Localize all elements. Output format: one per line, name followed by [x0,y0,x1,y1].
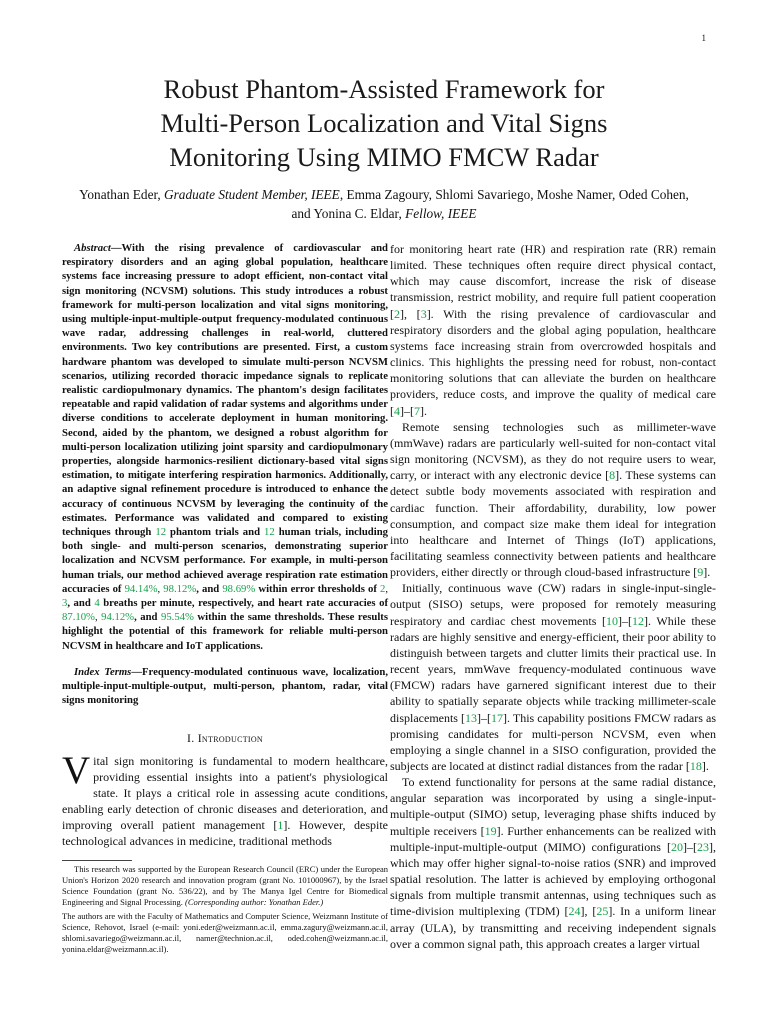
abstract-number: 3 [62,597,68,610]
paragraph-text: ]. These systems can detect subtle body movements associated with respiration and cardiac function. Their affordability, durability, low power consumption, and compact size make them ideal for integration into healthcare and Internet of Things (IoT) applications, facilitating seamless connectivity between patients and healthcare providers, either directly or through cloud-based infrastructure [ [390,468,716,580]
authors-line-2 [40,204,728,223]
section-heading [62,731,388,746]
citation-link[interactable]: 18 [689,759,702,773]
paragraph-text: ], [ [400,306,421,321]
paragraph [390,774,716,952]
paragraph-text: ]–[ [477,710,492,725]
paragraph-text: To extend functionality for persons at the same radial distance, angular separation was incorporated by using a single-input-multiple-output (SIMO) setup, leveraging phase shifts induced by multiple receivers [ [390,775,716,838]
paragraph-text: ]. In a uniform linear array (ULA), by transmitting and receiving independent signals over a common signal path, this approach creates a larger virtual [390,904,716,951]
paper-title [40,72,728,174]
abstract-number: 94.12% [101,611,135,624]
abstract-number: 98.69% [222,582,256,595]
citation-link[interactable]: 9 [697,565,704,580]
footnote-rule [62,860,132,861]
title-line-1: Robust Phantom-Assisted Framework for [163,74,605,104]
paragraph [390,580,716,774]
paragraph-text: ]. [703,565,711,580]
abstract-text: phantom trials and [166,526,265,539]
abstract-text: , and [134,611,161,624]
abstract-text: , and [196,582,223,595]
abstract-text: , [385,582,388,595]
citation-link[interactable]: 2 [394,306,400,321]
abstract-text: , [94,611,102,624]
index-terms-text: —Frequency-modulated continuous wave, localization, multiple-input-multiple-output, multi-person, phantom, radar, vital signs monitoring [62,665,388,707]
paragraph-text: Remote sensing technologies such as millimeter-wave (mmWave) radars are particularly well-suited for non-contact vital sign monitoring (NCVSM), as they do not require users to wear, carry, or interact with any electronic device [ [390,419,716,483]
authors-line-1 [40,185,728,204]
index-terms [62,665,388,708]
abstract-number: 12 [264,526,275,539]
paragraph-text: ]. [420,403,427,418]
citation-link[interactable]: 1 [277,817,284,832]
abstract-text: —With the rising prevalence of cardiovascular and respiratory disorders and an aging global population, healthcare systems face increasing pressure to adopt efficient, non-contact vital sign monitoring (NCVSM) solutions. This study introduces a robust framework for multi-person localization and vital signs monitoring, using multiple-input-multiple-output frequency-modulated continuous wave radar, addressing challenges in real-world, cluttered environments. Two key contributions are presented. First, a custom hardware phantom was developed to simulate multi-person NCVSM scenarios, utilizing recorded thoracic impedance signals to replicate realistic cardiopulmonary dynamics. The phantom's design facilitates repeatable and rapid validation of radar systems and algorithms under diverse conditions to accelerate deployment in human monitoring. Second, aided by the phantom, we designed a robust algorithm for multi-person localization utilizing joint sparsity and cardiopulmonary properties, alongside harmonics-resilient dictionary-based vital signs estimation, to mitigate interfering respiration harmonics. Additionally, an adaptive signal refinement procedure is introduced to enhance the accuracy of continuous NCVSM by leveraging the continuity of the estimates. Performance was validated and compared to existing techniques through [62,242,388,539]
citation-link[interactable]: 4 [394,403,400,418]
intro-text: ]. However, despite technological advances in medicine, traditional methods [62,817,388,848]
citation-link[interactable]: 20 [671,839,683,854]
section-name: Introduction [197,730,264,745]
abstract-number: 12 [155,526,167,539]
footnote-corresponding: (Corresponding author: Yonathan Eder.) [185,897,324,908]
abstract-number: 2 [379,582,386,595]
section-numeral: I. [186,730,198,745]
abstract-text: , and [67,597,95,610]
citation-link[interactable]: 7 [414,403,420,418]
intro-paragraph [62,748,388,850]
paragraph-text: ], [ [580,904,597,919]
title-line-3: Monitoring Using MIMO FMCW Radar [169,142,599,172]
paragraph [390,241,716,419]
authors-line-1-rest: , Emma Zagoury, Shlomi Savariego, Moshe Namer, Oded Cohen, [339,187,689,202]
abstract-number: 95.54% [160,611,194,624]
footnote-funding-text: This research was supported by the European Research Council (ERC) under the European Union's Horizon 2020 research and innovation program (grant No. 101000967), by the Israel Science Foundation (grant No. 536/22), and by The Manya Igel Centre for Biomedical Engineering and Signal Processing. [62,864,388,908]
paragraph-text: ]–[ [618,613,632,628]
paragraph-text: ]–[ [400,403,414,418]
abstract-number: 98.12% [163,582,197,595]
drop-cap: V [62,748,91,792]
footnote-funding [62,864,388,908]
right-column [390,241,716,952]
citation-link[interactable]: 10 [606,613,618,628]
abstract-text: breaths per minute, respectively, and heart rate accuracies of [99,597,389,610]
abstract [62,241,388,653]
abstract-text: , [157,582,164,595]
paragraph-text: for monitoring heart rate (HR) and respiration rate (RR) remain limited. These techniques often require direct physical contact, which may cause discomfort, increase the risk of disease transmission, restrict mobility, and require full patient cooperation [ [390,242,716,321]
title-line-2: Multi-Person Localization and Vital Signs [160,108,608,138]
paragraph-text: Initially, continuous wave (CW) radars in single-input-single-output (SISO) setups, were proposed for remotely measuring respiratory and cardiac chest movements [ [390,581,716,628]
abstract-number: 87.10% [62,611,95,624]
paragraph-text: ]. Further enhancements can be realized with multiple-input-multiple-output (MIMO) configurations [ [390,823,716,854]
paragraph-text: ]–[ [683,839,697,854]
citation-link[interactable]: 8 [609,468,616,483]
author-list [40,185,728,223]
authors-line-2-affil: Fellow, IEEE [405,206,477,221]
citation-link[interactable]: 23 [697,839,709,854]
citation-link[interactable]: 3 [420,306,427,321]
authors-line-2-text: and Yonina C. Eldar, [291,206,406,221]
paragraph [390,419,716,581]
authors-line-1-affil: Graduate Student Member, IEEE [164,187,340,202]
citation-link[interactable]: 13 [465,710,478,725]
left-column [62,241,388,955]
citation-link[interactable]: 17 [491,710,504,725]
abstract-text: within the same thresholds. These results highlight the potential of this framework for reliable multi-person NCVSM in healthcare and IoT applications. [62,611,389,652]
paragraph-text: ]. [701,759,709,773]
abstract-number: 4 [94,597,100,610]
paragraph-text: ]. While these radars are highly sensitive and energy-efficient, their poor ability to distinguish between targets and clutter limits their practical use. In recent years, mmWave frequency-modulated continuous wave (FMCW) radars have garnered significant interest due to their ability to spatially separate objects while tracking millimeter-scale displacements [ [390,613,716,725]
footnote-affiliations: The authors are with the Faculty of Mathematics and Computer Science, Weizmann Institute of Science, Rehovot, Israel (e-mail: yoni.eder@weizmann.ac.il, emma.zagury@weizmann.ac.il, shlomi.savariego@weizmann.ac.il, namer@technion.ac.il, oded.cohen@weizmann.ac.il, yonina.eldar@weizmann.ac.il). [62,911,388,955]
page-number: 1 [701,33,706,43]
citation-link[interactable]: 12 [632,613,644,628]
abstract-label: Abstract [74,242,111,254]
authors-line-1-text: Yonathan Eder, [79,187,165,202]
abstract-text: within error thresholds of [255,582,380,595]
paragraph-text: ]. This capability positions FMCW radars as promising candidates for multi-person NCVSM, even when employing a single channel in a SISO configuration, provided the subjects are located at distinct radial distances from the radar [ [390,710,716,773]
paragraph-text: ], which may offer higher signal-to-noise ratios (SNR) and improved spatial resolution. The latter is achieved by employing orthogonal signals from multiple transmit antennas, using techniques such as time-division multiplexing (TDM) [ [390,839,716,919]
citation-link[interactable]: 24 [568,904,581,919]
citation-link[interactable]: 25 [596,904,609,919]
paragraph-text: ]. With the rising prevalence of cardiovascular and respiratory disorders and the global aging population, healthcare systems face increasing strain from overcrowded hospitals and clinics. This highlights the pressing need for robust, non-contact monitoring solutions that can alleviate the burden on healthcare providers, reduce costs, and improve the quality of medical care [ [390,306,717,418]
abstract-text: human trials, including both single- and multi-person scenarios, demonstrating superior localization and NCVSM performance. For example, in multi-person human trials, our method achieved average respiration rate estimation accuracies of [62,526,389,595]
citation-link[interactable]: 19 [484,823,497,838]
index-terms-label: Index Terms [74,665,132,678]
intro-text: ital sign monitoring is fundamental to modern healthcare, providing essential insights into a patient's physiological state. It plays a critical role in assessing acute conditions, enabling early detection of chronic diseases and deterioration, and improving overall patient management [ [62,753,388,832]
abstract-number: 94.14% [124,582,158,595]
